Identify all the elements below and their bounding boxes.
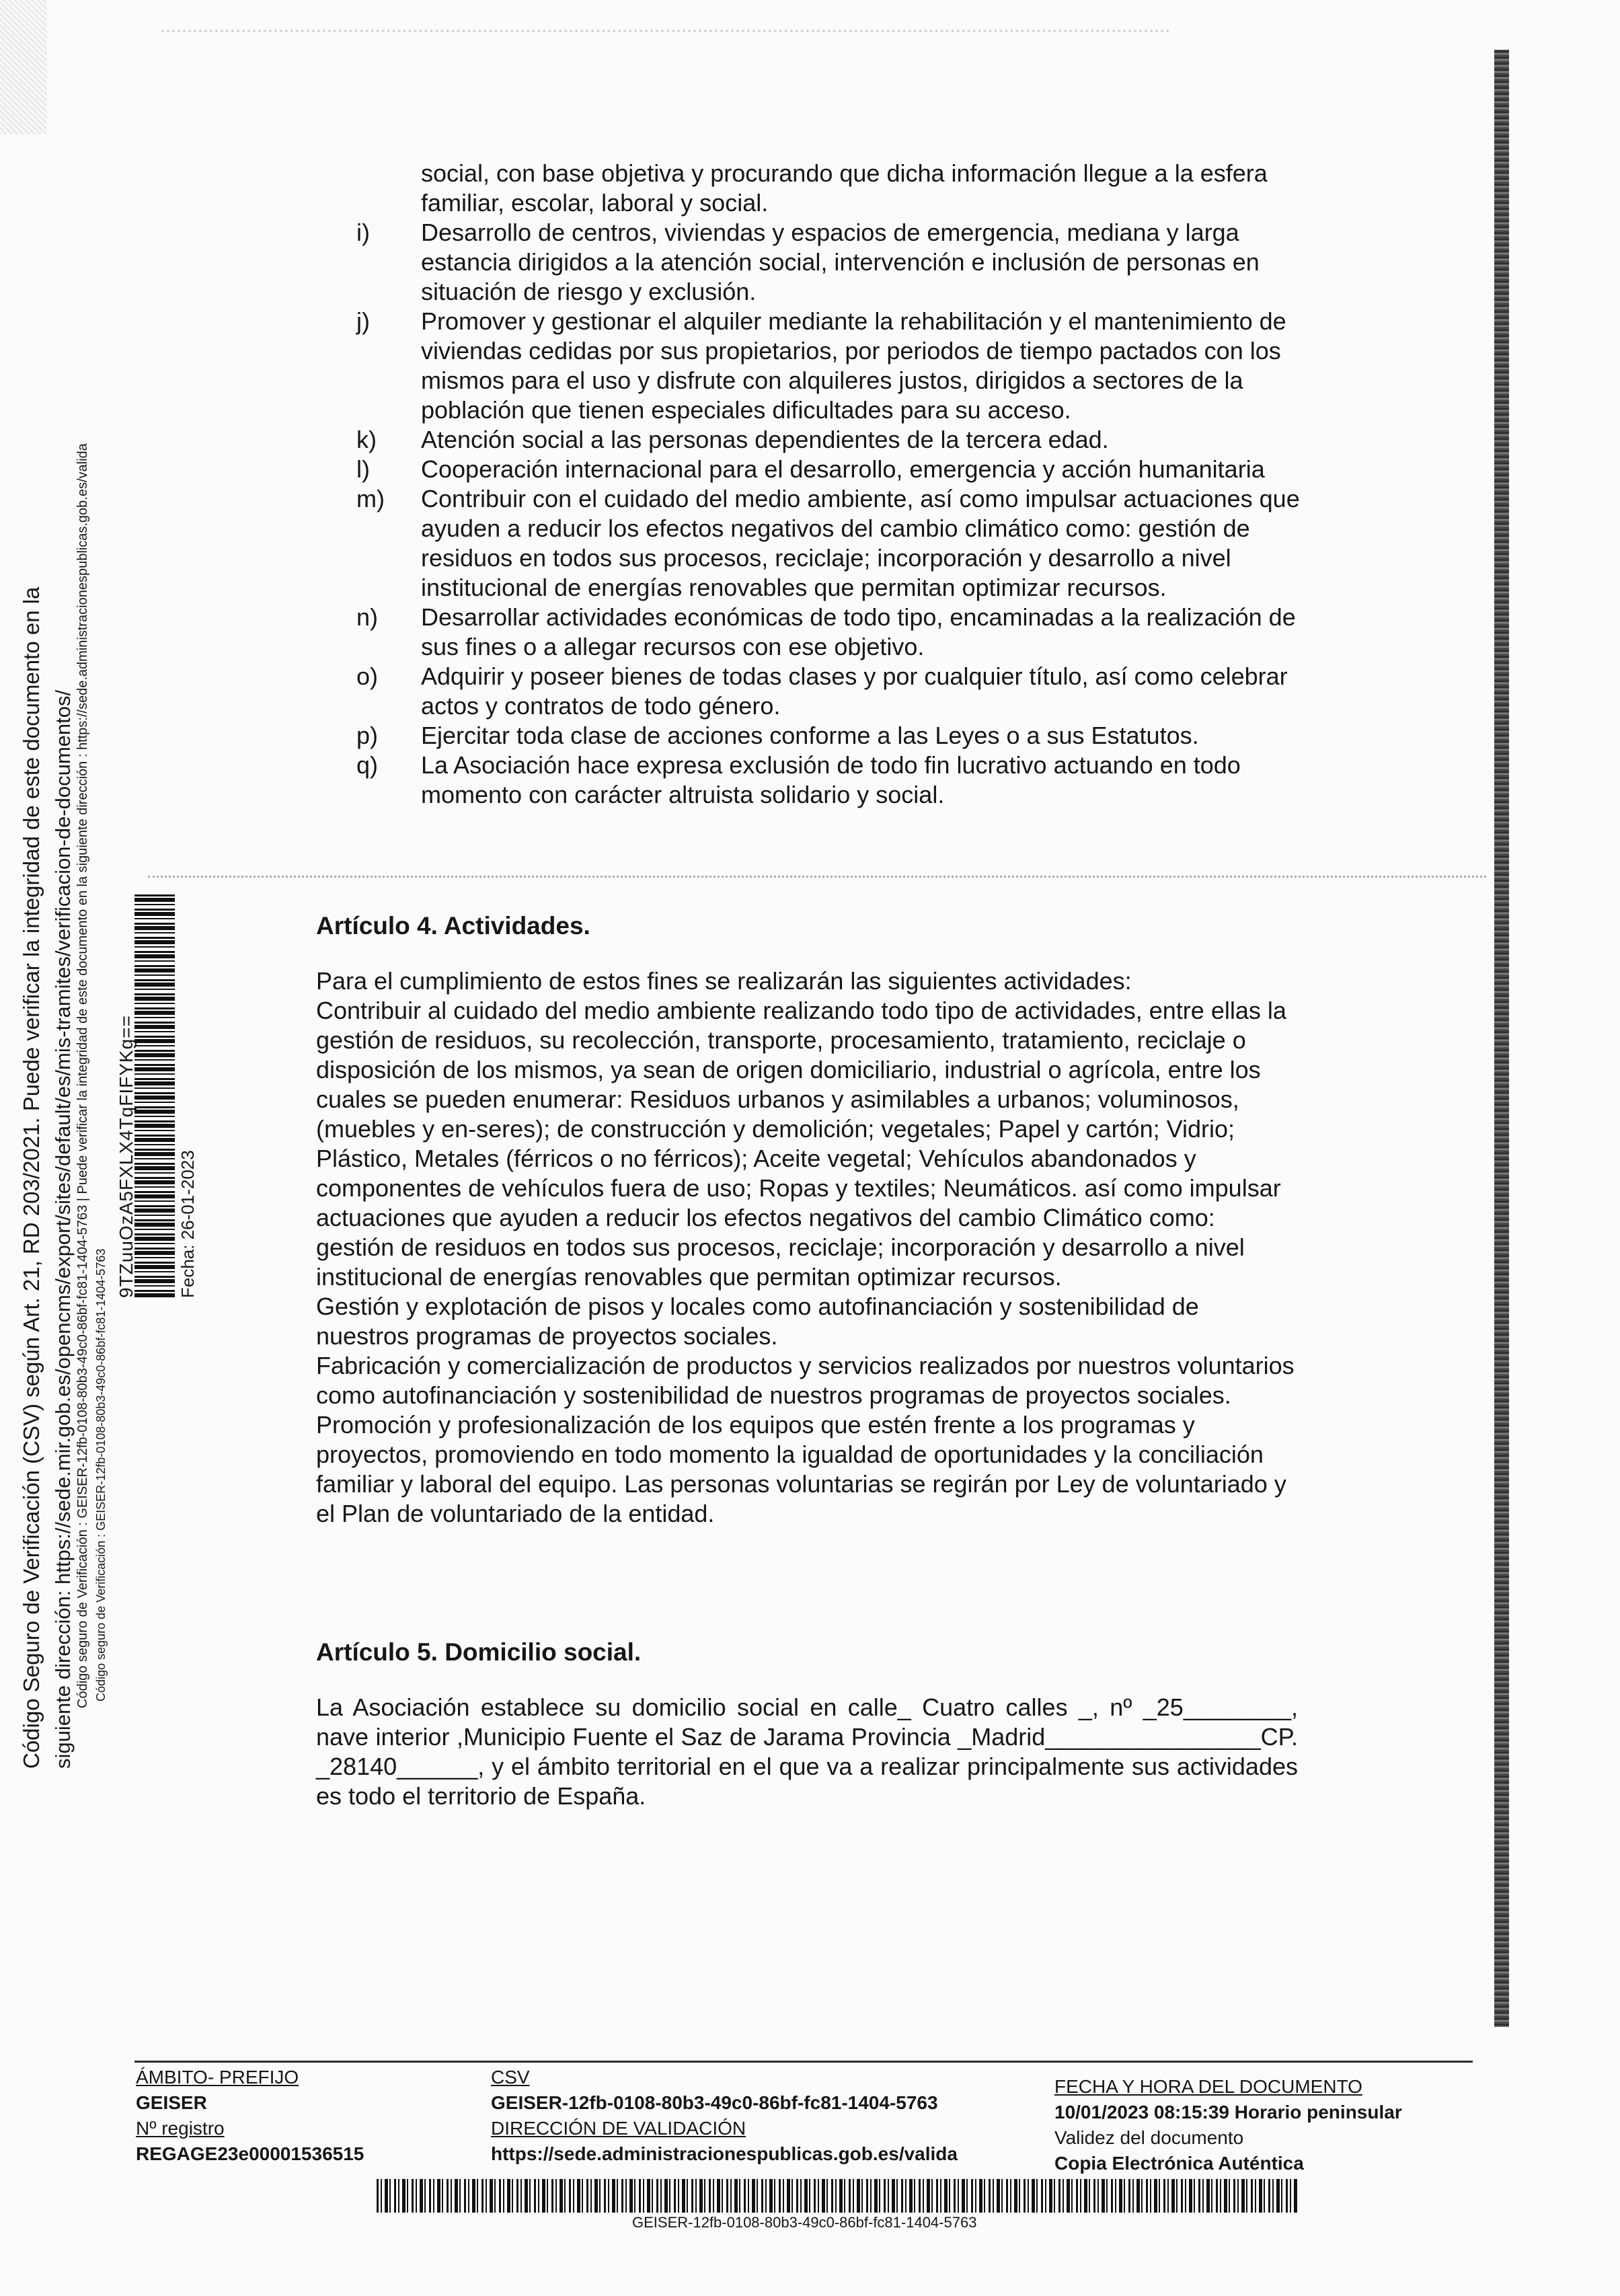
registro-label: Nº registro [136, 2118, 225, 2139]
barcode-caption: GEISER-12fb-0108-80b3-49c0-86bf-fc81-1404-5763 [632, 2214, 977, 2231]
article-5-text: La Asociación establece su domicilio social en calle_ Cuatro calles _, nº _25________, nave interior ,Municipio Fuente el Saz de Jarama Provincia _Madrid________________CP. _28140______, y el ámbito territorial en el que va a realizar principalmente sus actividades es todo el territorio de España. [316, 1693, 1298, 1810]
article-4-paragraph: Contribuir al cuidado del medio ambiente realizando todo tipo de actividades, entre ellas la gestión de residuos, su recolección, transporte, procesamiento, tratamiento, reciclaje o disposición de los mismos, ya sean de origen domiciliario, industrial o agrícola, entre los cuales se pueden enumerar: Residuos urbanos y asimilables a urbanos; voluminosos, (muebles y en-seres); de construcción y demolición; vegetales; Papel y cartón; Vidrio; Plástico, Metales (férricos o no férricos); Aceite vegetal; Vehículos abandonados y componentes de vehículos fuera de uso; Ropas y textiles; Neumáticos. así como impulsar actuaciones que ayuden a reducir los efectos negativos del cambio Climático como: gestión de residuos en todos sus procesos, reciclaje; incorporación y desarrollo a nivel institucional de energías renovables que permitan optimizar recursos. [316, 997, 1286, 1291]
footer-csv [491, 2065, 958, 2167]
csv-label: CSV [491, 2067, 530, 2088]
validacion-link[interactable]: https://sede.administracionespublicas.gob.es/valida [491, 2143, 958, 2164]
fines-item: n) Desarrollar actividades económicas de todo tipo, encaminadas a la realización de sus fines o a allegar recursos con ese objetivo. [356, 603, 1296, 660]
article-4-paragraph: Fabricación y comercialización de productos y servicios realizados por nuestros voluntarios como autofinanciación y sostenibilidad de nuestros programas de proyectos sociales. [316, 1352, 1295, 1409]
article-4-paragraph: Promoción y profesionalización de los equipos que estén frente a los programas y proyectos, promoviendo en todo momento la igualdad de oportunidades y la conciliación familiar y laboral del equipo. Las personas voluntarias se regirán por Ley de voluntariado y el Plan de voluntariado de la entidad. [316, 1411, 1286, 1527]
scan-divider [148, 876, 1486, 878]
fines-item: l) Cooperación internacional para el desarrollo, emergencia y acción humanitaria [356, 455, 1265, 483]
article-4-title: Artículo 4. Actividades. [316, 912, 590, 940]
validez-label: Validez del documento [1054, 2127, 1244, 2148]
footer-ambito [136, 2065, 364, 2167]
csv-hash-text: 9TZuuOzA5FXLX4TqFIFYKg== [116, 1015, 137, 1298]
fines-item: q) La Asociación hace expresa exclusión de todo fin lucrativo actuando en todo momento con carácter altruista solidario y social. [356, 751, 1241, 808]
csv-side-text-2: siguiente dirección: https://sede.mir.gob.es/opencms/export/sites/default/es/mis-tramites/verificacion-de-documentos/ [51, 689, 75, 1769]
fecha-label: FECHA Y HORA DEL DOCUMENTO [1054, 2076, 1362, 2097]
scan-noise [161, 30, 1170, 38]
article-4 [316, 911, 1298, 1529]
fecha-value: 10/01/2023 08:15:39 Horario peninsular [1054, 2102, 1402, 2122]
article-5 [316, 1638, 1298, 1811]
article-5-title: Artículo 5. Domicilio social. [316, 1638, 642, 1666]
footer-fecha [1054, 2074, 1402, 2176]
fines-list [356, 159, 1325, 810]
csv-value: GEISER-12fb-0108-80b3-49c0-86bf-fc81-1404-5763 [491, 2092, 938, 2113]
vertical-barcode [134, 894, 175, 1298]
footer-divider [134, 2061, 1473, 2063]
validacion-label: DIRECCIÓN DE VALIDACIÓN [491, 2118, 746, 2139]
csv-side-text-3: Código seguro de Verificación : GEISER-12fb-0108-80b3-49c0-86bf-fc81-1404-5763 | Puede verificar la integridad de este documento en la siguiente dirección : https://sede.administracionespublicas.gob.es/valida [75, 443, 90, 1708]
fines-item: p) Ejercitar toda clase de acciones conforme a las Leyes o a sus Estatutos. [356, 722, 1199, 749]
csv-side-text-4: Código seguro de Verificación : GEISER-12fb-0108-80b3-49c0-86bf-fc81-1404-5763 [94, 1248, 108, 1701]
csv-side-text-1: Código Seguro de Verificación (CSV) según Art. 21, RD 203/2021. Puede verificar la integridad de este documento en la [19, 586, 44, 1769]
ambito-value: GEISER [136, 2092, 207, 2113]
csv-date-text: Fecha: 26-01-2023 [178, 1150, 198, 1298]
footer-barcode [377, 2179, 1298, 2213]
article-4-paragraph: Gestión y explotación de pisos y locales como autofinanciación y sostenibilidad de nuestros programas de proyectos sociales. [316, 1293, 1199, 1350]
ambito-label: ÁMBITO- PREFIJO [136, 2067, 299, 2088]
fines-item: k) Atención social a las personas dependientes de la tercera edad. [356, 426, 1109, 453]
fines-item: j) Promover y gestionar el alquiler mediante la rehabilitación y el mantenimiento de viviendas cedidas por sus propietarios, por periodos de tiempo pactados con los mismos para el uso y disfrute con alquileres justos, dirigidos a sectores de la población que tienen especiales dificultades para su acceso. [356, 307, 1286, 424]
scan-speckle [0, 0, 47, 135]
fines-item: social, con base objetiva y procurando que dicha información llegue a la esfera familiar, escolar, laboral y social. [421, 159, 1268, 217]
article-4-intro: Para el cumplimiento de estos fines se realizarán las siguientes actividades: [316, 967, 1132, 995]
validez-value: Copia Electrónica Auténtica [1054, 2153, 1304, 2174]
fines-item: i) Desarrollo de centros, viviendas y espacios de emergencia, mediana y larga estancia dirigidos a la atención social, intervención e inclusión de personas en situación de riesgo y exclusión. [356, 219, 1260, 305]
fines-item: o) Adquirir y poseer bienes de todas clases y por cualquier título, así como celebrar actos y contratos de todo género. [356, 662, 1288, 720]
scan-edge-bar [1494, 50, 1509, 2027]
fines-item: m) Contribuir con el cuidado del medio ambiente, así como impulsar actuaciones que ayuden a reducir los efectos negativos del cambio climático como: gestión de residuos en todos sus procesos, reciclaje; incorporación y desarrollo a nivel institucional de energías renovables que permitan optimizar recursos. [356, 485, 1300, 601]
registro-value: REGAGE23e00001536515 [136, 2143, 364, 2164]
